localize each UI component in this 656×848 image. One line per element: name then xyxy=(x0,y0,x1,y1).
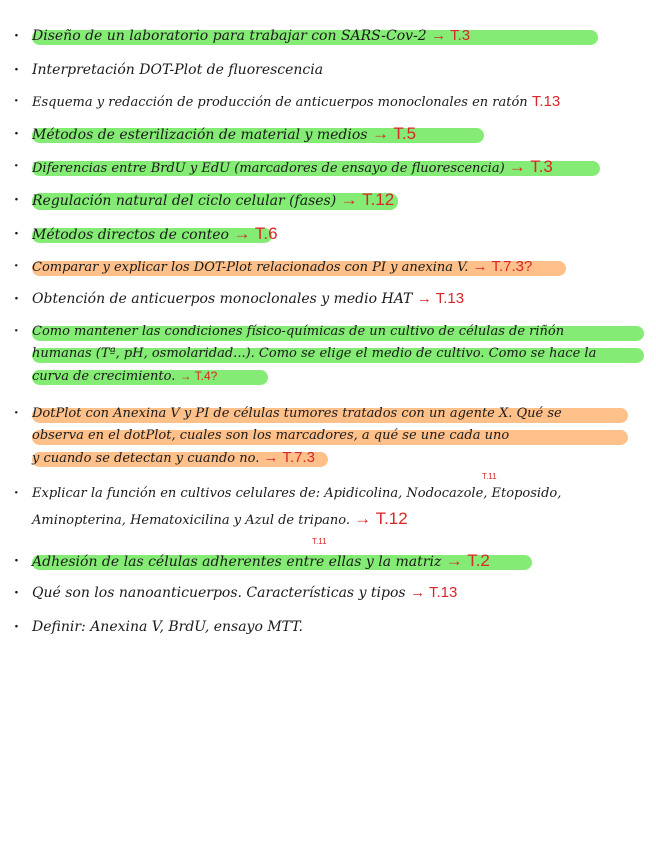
topic-tag: → T.7.3? xyxy=(472,258,533,275)
topic-tag: → T.7.3 xyxy=(263,449,315,466)
item-text: Explicar la función en cultivos celulares de: Apidicolina, Nodocazole, Etoposido, xyxy=(32,486,562,501)
bullet: · xyxy=(14,259,19,274)
item-text: y cuando se detectan y cuando no. xyxy=(32,451,260,466)
topic-tag: → T.12 xyxy=(340,190,395,209)
bullet: · xyxy=(14,159,19,174)
item-text: Regulación natural del ciclo celular (fases) xyxy=(32,193,337,209)
margin-note: T.11 xyxy=(312,537,327,546)
item-text: Adhesión de las células adherentes entre ellas y la matriz xyxy=(32,554,442,570)
item-text: Como mantener las condiciones físico-químicas de un cultivo de células de riñón xyxy=(32,324,565,339)
topic-tag: → T.13 xyxy=(416,290,465,307)
bullet: · xyxy=(14,226,19,242)
margin-note: T.11 xyxy=(482,472,497,481)
item-text: Definir: Anexina V, BrdU, ensayo MTT. xyxy=(32,619,304,635)
item-text: Qué son los nanoanticuerpos. Características y tipos xyxy=(32,585,406,601)
bullet: · xyxy=(14,94,19,109)
item-text: Interpretación DOT-Plot de fluorescencia xyxy=(32,62,324,78)
topic-tag: → T.4? xyxy=(179,369,218,383)
item-text: curva de crecimiento. xyxy=(32,369,176,384)
bullet: · xyxy=(14,406,19,421)
item-text: Esquema y redacción de producción de anticuerpos monoclonales en ratón xyxy=(32,95,528,110)
item-text: Métodos directos de conteo xyxy=(32,227,229,243)
item-text: Aminopterina, Hematoxicilina y Azul de tripano. xyxy=(32,513,351,528)
bullet: · xyxy=(14,619,19,635)
topic-tag: → T.3 xyxy=(508,157,553,176)
bullet: · xyxy=(14,28,19,44)
bullet: · xyxy=(14,126,19,142)
topic-tag: → T.6 xyxy=(233,224,278,243)
topic-tag: → T.3 xyxy=(431,27,471,44)
bullet: · xyxy=(14,486,19,501)
item-text: humanas (Tª, pH, osmolaridad...). Como se elige el medio de cultivo. Como se hace la xyxy=(32,346,597,361)
topic-tag: → T.5 xyxy=(371,124,417,143)
topic-tag: T.13 xyxy=(531,93,561,110)
item-text: Obtención de anticuerpos monoclonales y medio HAT xyxy=(32,291,413,307)
topic-tag: → T.13 xyxy=(410,584,458,601)
item-text: Diseño de un laboratorio para trabajar con SARS-Cov-2 xyxy=(32,28,427,44)
topic-tag: → T.2 xyxy=(445,551,490,570)
item-text: Métodos de esterilización de material y medios xyxy=(32,127,368,143)
bullet: · xyxy=(14,291,19,307)
item-text: Diferencias entre BrdU y EdU (marcadores de ensayo de fluorescencia) xyxy=(32,161,505,176)
bullet: · xyxy=(14,585,19,601)
item-text: DotPlot con Anexina V y PI de células tumores tratados con un agente X. Qué se xyxy=(32,406,562,421)
item-text: Comparar y explicar los DOT-Plot relacionados con PI y anexina V. xyxy=(32,260,469,275)
bullet: · xyxy=(14,553,19,569)
bullet: · xyxy=(14,324,19,339)
bullet: · xyxy=(14,192,19,208)
topic-tag: → T.12 xyxy=(354,509,408,528)
item-text: observa en el dotPlot, cuales son los marcadores, a qué se une cada uno xyxy=(32,428,510,443)
bullet: · xyxy=(14,62,19,78)
